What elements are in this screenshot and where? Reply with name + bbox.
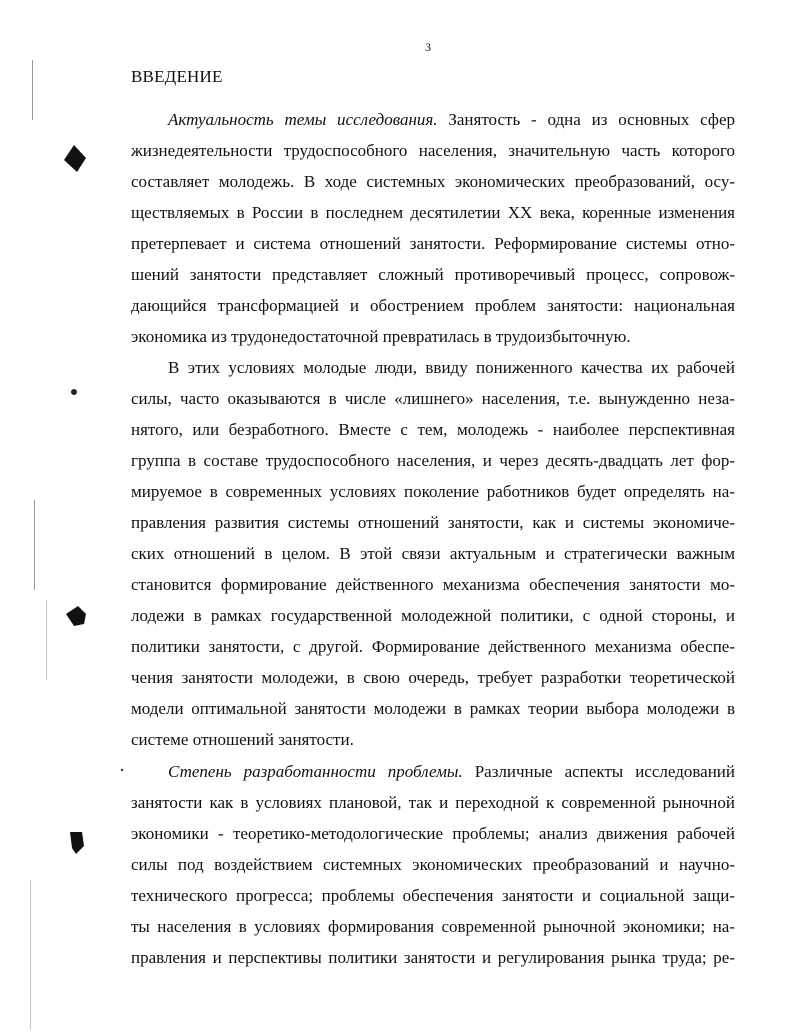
scan-edge-mark: [46, 600, 47, 680]
text-line: составляет молодежь. В ходе системных экономических преобразований, осу-: [131, 172, 735, 191]
punch-hole-mark: [66, 606, 86, 626]
line-text: Различные аспекты исследований: [462, 762, 735, 781]
text-line: системе отношений занятости.: [131, 730, 354, 749]
scan-edge-mark: [30, 880, 31, 1030]
text-line: нятого, или безработного. Вместе с тем, молодежь - наиболее перспективная: [131, 420, 735, 439]
text-line: дающийся трансформацией и обострением проблем занятости: национальная: [131, 296, 735, 315]
text-line: силы, часто оказываются в числе «лишнего» населения, т.е. вынужденно неза-: [131, 389, 735, 408]
text-line: В этих условиях молодые люди, ввиду пониженного качества их рабочей: [168, 358, 735, 377]
text-line: шений занятости представляет сложный противоречивый процесс, сопровож-: [131, 265, 735, 284]
text-line: [168, 762, 735, 782]
text-line: мируемое в современных условиях поколение работников будет определять на-: [131, 482, 735, 501]
punch-hole-mark: [70, 832, 84, 854]
text-line: модели оптимальной занятости молодежи в рамках теории выбора молодежи в: [131, 699, 735, 718]
dust-speck: [121, 769, 123, 771]
text-line: технического прогресса; проблемы обеспечения занятости и социальной защи-: [131, 886, 735, 905]
text-line: правления и перспективы политики занятости и регулирования рынка труда; ре-: [131, 948, 735, 967]
italic-lead: Степень разработанности проблемы.: [168, 762, 463, 781]
text-line: ты населения в условиях формирования современной рыночной экономики; на-: [131, 917, 735, 936]
text-line: правления развития системы отношений занятости, как и системы экономиче-: [131, 513, 735, 532]
line-text: Занятость - одна из основных сфер: [437, 110, 735, 129]
text-line: претерпевает и система отношений занятости. Реформирование системы отно-: [131, 234, 735, 253]
italic-lead: Актуальность темы исследования.: [168, 110, 438, 129]
scan-edge-mark: [32, 60, 33, 120]
text-line: группа в составе трудоспособного населения, и через десять-двадцать лет фор-: [131, 451, 735, 470]
text-line: лодежи в рамках государственной молодежной политики, с одной стороны, и: [131, 606, 735, 625]
text-line: ществляемых в России в последнем десятилетии XX века, коренные изменения: [131, 203, 735, 222]
text-line: становится формирование действенного механизма обеспечения занятости мо-: [131, 575, 735, 594]
text-line: чения занятости молодежи, в свою очередь, требует разработки теоретической: [131, 668, 735, 687]
text-line: силы под воздействием системных экономических преобразований и научно-: [131, 855, 735, 874]
text-line: занятости как в условиях плановой, так и переходной к современной рыночной: [131, 793, 735, 812]
text-line: жизнедеятельности трудоспособного населения, значительную часть которого: [131, 141, 735, 160]
text-line: ских отношений в целом. В этой связи актуальным и стратегически важным: [131, 544, 735, 563]
text-line: [168, 110, 735, 130]
scan-edge-mark: [34, 500, 35, 590]
text-line: экономика из трудонедостаточной превратилась в трудоизбыточную.: [131, 327, 631, 346]
punch-hole-mark: [64, 145, 86, 172]
text-line: экономики - теоретико-методологические проблемы; анализ движения рабочей: [131, 824, 735, 843]
section-heading: ВВЕДЕНИЕ: [131, 67, 223, 86]
dust-speck: [71, 389, 77, 395]
page-number: 3: [425, 40, 431, 54]
text-line: политики занятости, с другой. Формирование действенного механизма обеспе-: [131, 637, 735, 656]
